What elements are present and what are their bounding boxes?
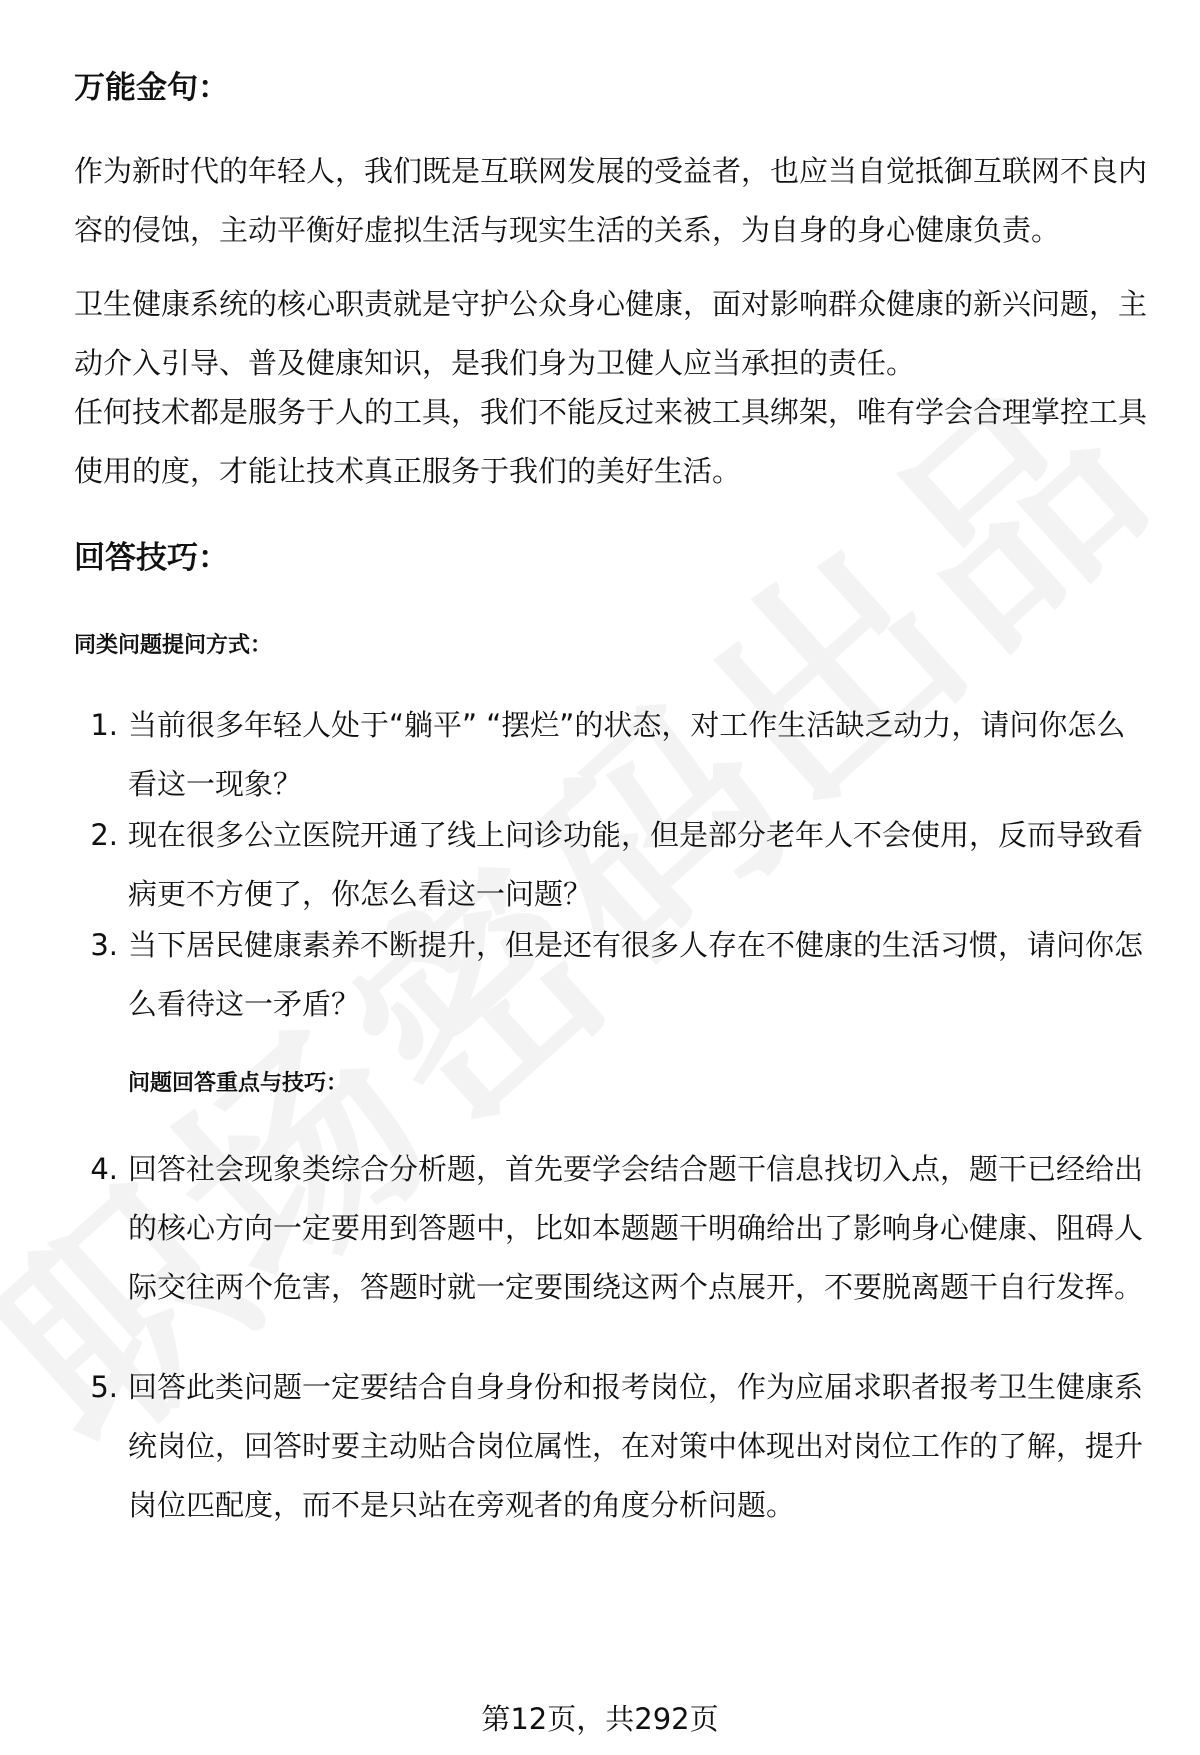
paragraph: 作为新时代的年轻人，我们既是互联网发展的受益者，也应当自觉抵御互联网不良内容的侵蚀，主动平衡好虚拟生活与现实生活的关系，为自身的身心健康负责。 — [74, 154, 1148, 247]
list-text: 当下居民健康素养不断提升，但是还有很多人存在不健康的生活习惯，请问你怎么看待这一矛盾？ — [128, 928, 1144, 1021]
list-number: 1. — [90, 708, 118, 742]
list-number: 3. — [90, 928, 118, 962]
list-item — [84, 1140, 1154, 1317]
list-item — [84, 806, 1154, 924]
subheading-similar-questions: 同类问题提问方式： — [74, 633, 273, 658]
list-text: 回答社会现象类综合分析题，首先要学会结合题干信息找切入点，题干已经给出的核心方向一定要用到答题中，比如本题题干明确给出了影响身心健康、阻碍人际交往两个危害，答题时就一定要围绕这两个点展开，不要脱离题干自行发挥。 — [128, 1152, 1144, 1304]
paragraph: 卫生健康系统的核心职责就是守护公众身心健康，面对影响群众健康的新兴问题，主动介入引导、普及健康知识，是我们身为卫健人应当承担的责任。 — [74, 287, 1148, 380]
list-item — [84, 1358, 1154, 1535]
section-heading-golden-sentences: 万能金句： — [74, 70, 229, 106]
page-number: 第12页，共292页 — [481, 1702, 719, 1736]
list-item — [84, 916, 1154, 1034]
subheading-answer-key-points: 问题回答重点与技巧： — [128, 1071, 349, 1096]
list-number: 5. — [90, 1370, 118, 1404]
list-number: 4. — [90, 1152, 118, 1186]
list-text: 当前很多年轻人处于“躺平” “摆烂”的状态，对工作生活缺乏动力，请问你怎么看这一现象？ — [128, 708, 1126, 801]
paragraph: 任何技术都是服务于人的工具，我们不能反过来被工具绑架，唯有学会合理掌控工具使用的度，才能让技术真正服务于我们的美好生活。 — [74, 395, 1148, 488]
list-text: 现在很多公立医院开通了线上问诊功能，但是部分老年人不会使用，反而导致看病更不方便了，你怎么看这一问题？ — [128, 818, 1144, 911]
list-text: 回答此类问题一定要结合自身身份和报考岗位，作为应届求职者报考卫生健康系统岗位，回答时要主动贴合岗位属性，在对策中体现出对岗位工作的了解，提升岗位匹配度，而不是只站在旁观者的角度分析问题。 — [128, 1370, 1144, 1522]
list-item — [84, 696, 1154, 814]
list-number: 2. — [90, 818, 118, 852]
section-heading-answer-tips: 回答技巧： — [74, 540, 229, 576]
